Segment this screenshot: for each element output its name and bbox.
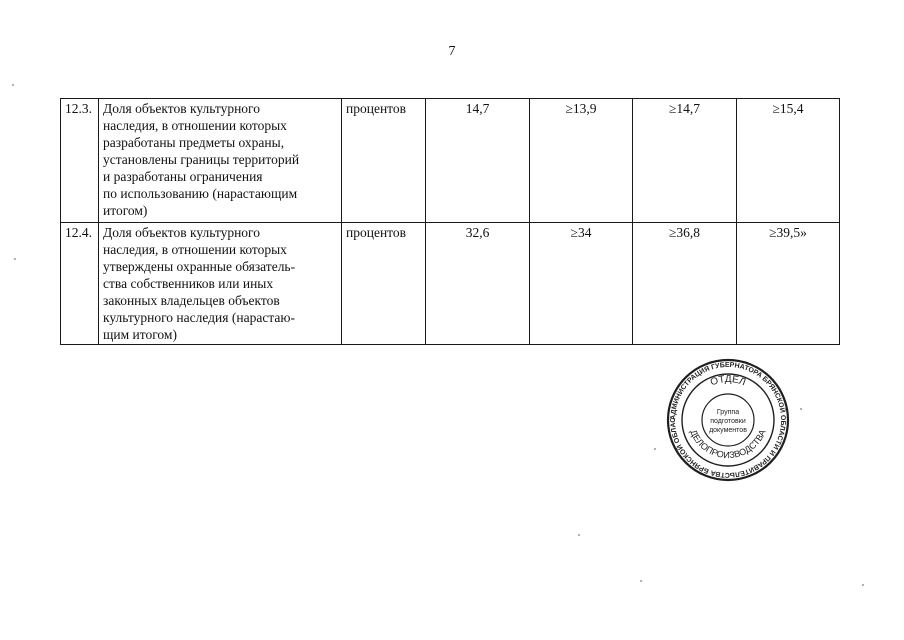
row-number: 12.4. (61, 223, 99, 345)
stamp-outer-text: АДМИНИСТРАЦИЯ ГУБЕРНАТОРА БРЯНСКОЙ ОБЛАСТИ И ПРАВИТЕЛЬСТВА БРЯНСКОЙ ОБЛАС (669, 361, 787, 479)
value-cell: ≥13,9 (530, 99, 633, 223)
description-line: щим итогом) (103, 327, 177, 342)
description-line: наследия, в отношении которых (103, 118, 287, 133)
scan-speck (12, 84, 14, 86)
indicator-description (99, 99, 342, 223)
description-line: Доля объектов культурного (103, 225, 261, 240)
description-line: по использованию (нарастающим (103, 186, 298, 201)
description-line: утверждены охранные обязатель- (103, 259, 296, 274)
stamp-dept-bottom: ДЕЛОПРОИЗВОДСТВА (688, 428, 768, 461)
value-cell: ≥34 (530, 223, 633, 345)
scan-speck (654, 448, 656, 450)
value-cell: ≥15,4 (737, 99, 840, 223)
value-cell: ≥14,7 (633, 99, 737, 223)
table-row (61, 223, 840, 345)
description-line: культурного наследия (нарастаю- (103, 310, 295, 325)
row-number: 12.3. (61, 99, 99, 223)
page-number: 7 (448, 44, 456, 59)
indicator-description (99, 223, 342, 345)
stamp-center-line: документов (709, 427, 747, 434)
stamp-center-line: подготовки (710, 418, 746, 425)
value-cell: ≥36,8 (633, 223, 737, 345)
value-cell: 14,7 (426, 99, 530, 223)
description-line: установлены границы территорий (103, 152, 300, 167)
description-line: и разработаны ограничения (103, 169, 263, 184)
description-line: наследия, в отношении которых (103, 242, 287, 257)
scan-speck (640, 580, 642, 582)
unit-cell: процентов (342, 223, 426, 345)
stamp-dept-top: ОТДЕЛ (709, 373, 748, 389)
indicators-table (60, 98, 840, 345)
scan-speck (578, 534, 580, 536)
description-line: Доля объектов культурного (103, 101, 261, 116)
description-line: итогом) (103, 203, 148, 218)
scan-speck (862, 584, 864, 586)
description-line: законных владельцев объектов (103, 293, 280, 308)
scan-speck (800, 408, 802, 410)
description-line: ства собственников или иных (103, 276, 274, 291)
stamp-seal (666, 358, 790, 482)
unit-cell: процентов (342, 99, 426, 223)
description-line: разработаны предметы охраны, (103, 135, 285, 150)
value-cell: ≥39,5» (737, 223, 840, 345)
table-row (61, 99, 840, 223)
office-stamp (666, 358, 790, 482)
scan-speck (14, 258, 16, 260)
stamp-center-line: Группа (716, 409, 740, 416)
value-cell: 32,6 (426, 223, 530, 345)
